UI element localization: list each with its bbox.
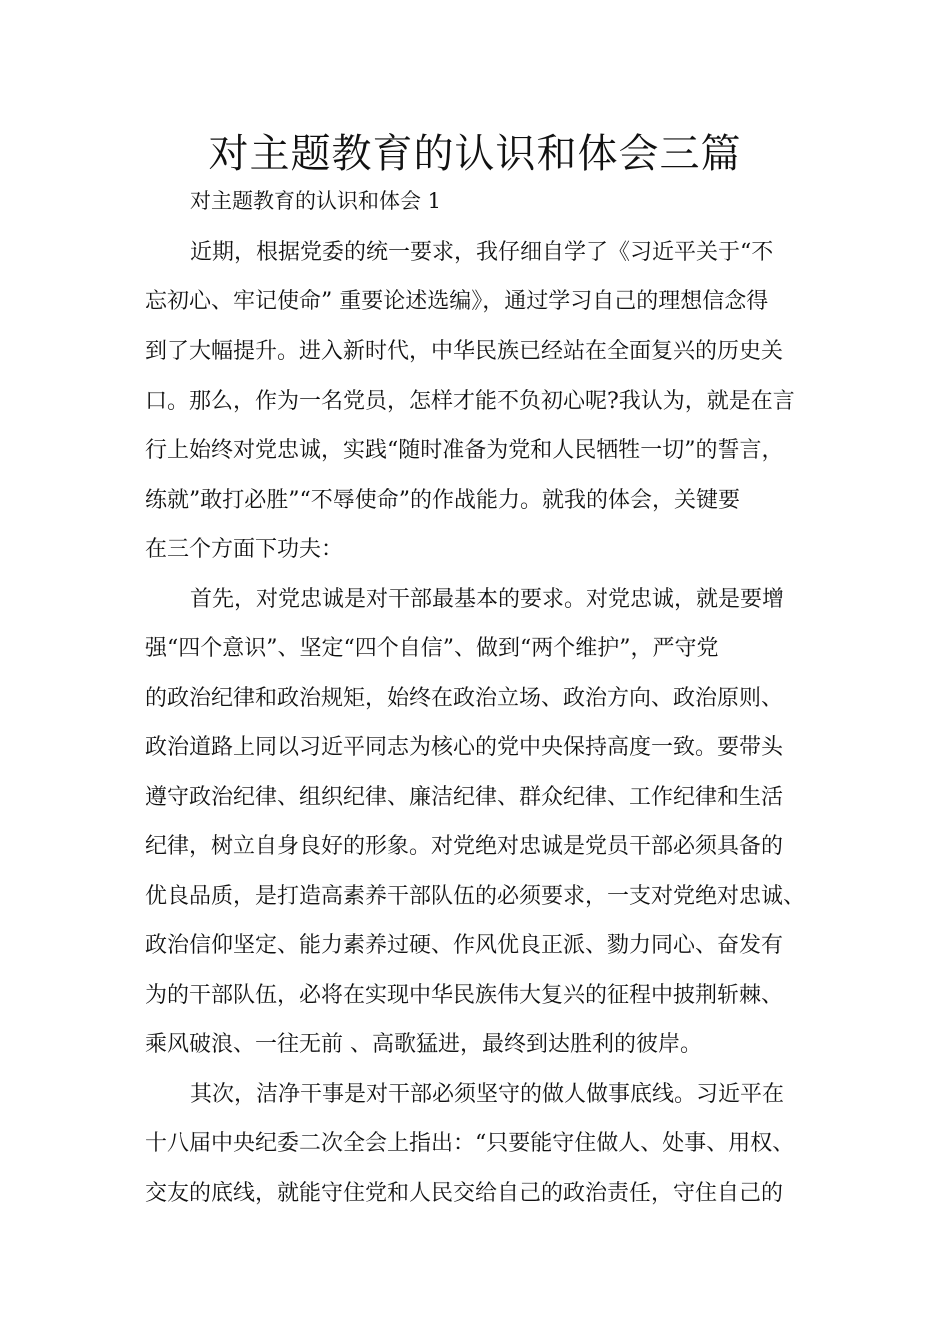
paragraph-line: 十八届中央纪委二次全会上指出：“只要能守住做人、处事、用权、 — [145, 1131, 795, 1156]
paragraph-line: 首先，对党忠诚是对干部最基本的要求。对党忠诚，就是要增 — [190, 587, 785, 612]
paragraph-line: 交友的底线，就能守住党和人民交给自己的政治责任，守住自己的 — [145, 1181, 784, 1206]
paragraph-line: 为的干部队伍，必将在实现中华民族伟大复兴的征程中披荆斩棘、 — [145, 983, 784, 1008]
paragraph-line: 行上始终对党忠诚，实践“随时准备为党和人民牺牲一切”的誓言， — [145, 438, 784, 463]
paragraph-line: 的政治纪律和政治规矩，始终在政治立场、政治方向、政治原则、 — [145, 686, 784, 711]
paragraph-line: 遵守政治纪律、组织纪律、廉洁纪律、群众纪律、工作纪律和生活 — [145, 785, 784, 810]
paragraph-line: 忘初心、牢记使命” 重要论述选编》，通过学习自己的理想信念得 — [145, 289, 769, 314]
paragraph-line: 优良品质，是打造高素养干部队伍的必须要求，一支对党绝对忠诚、 — [145, 884, 806, 909]
paragraph-line: 政治道路上同以习近平同志为核心的党中央保持高度一致。要带头 — [145, 735, 784, 760]
document-title: 对主题教育的认识和体会三篇 — [208, 131, 742, 177]
paragraph-line: 纪律，树立自身良好的形象。对党绝对忠诚是党员干部必须具备的 — [145, 834, 784, 859]
paragraph-line: 到了大幅提升。进入新时代，中华民族已经站在全面复兴的历史关 — [145, 339, 784, 364]
paragraph-line: 乘风破浪、一往无前 、高歌猛进，最终到达胜利的彼岸。 — [145, 1032, 702, 1057]
paragraph-line: 口。那么，作为一名党员，怎样才能不负初心呢?我认为，就是在言 — [145, 389, 795, 414]
paragraph-line: 其次，洁净干事是对干部必须坚守的做人做事底线。习近平在 — [190, 1082, 785, 1107]
paragraph-line: 政治信仰坚定、能力素养过硬、作风优良正派、勠力同心、奋发有 — [145, 933, 784, 958]
document-subtitle: 对主题教育的认识和体会 1 — [190, 189, 442, 213]
paragraph-line: 强“四个意识”、坚定“四个自信”、做到“两个维护”，严守党 — [145, 636, 719, 661]
paragraph-line: 在三个方面下功夫： — [145, 537, 344, 562]
paragraph-line: 近期，根据党委的统一要求，我仔细自学了《习近平关于“不 — [190, 240, 774, 265]
paragraph-line: 练就”敢打必胜”“不辱使命”的作战能力。就我的体会，关键要 — [145, 488, 740, 513]
